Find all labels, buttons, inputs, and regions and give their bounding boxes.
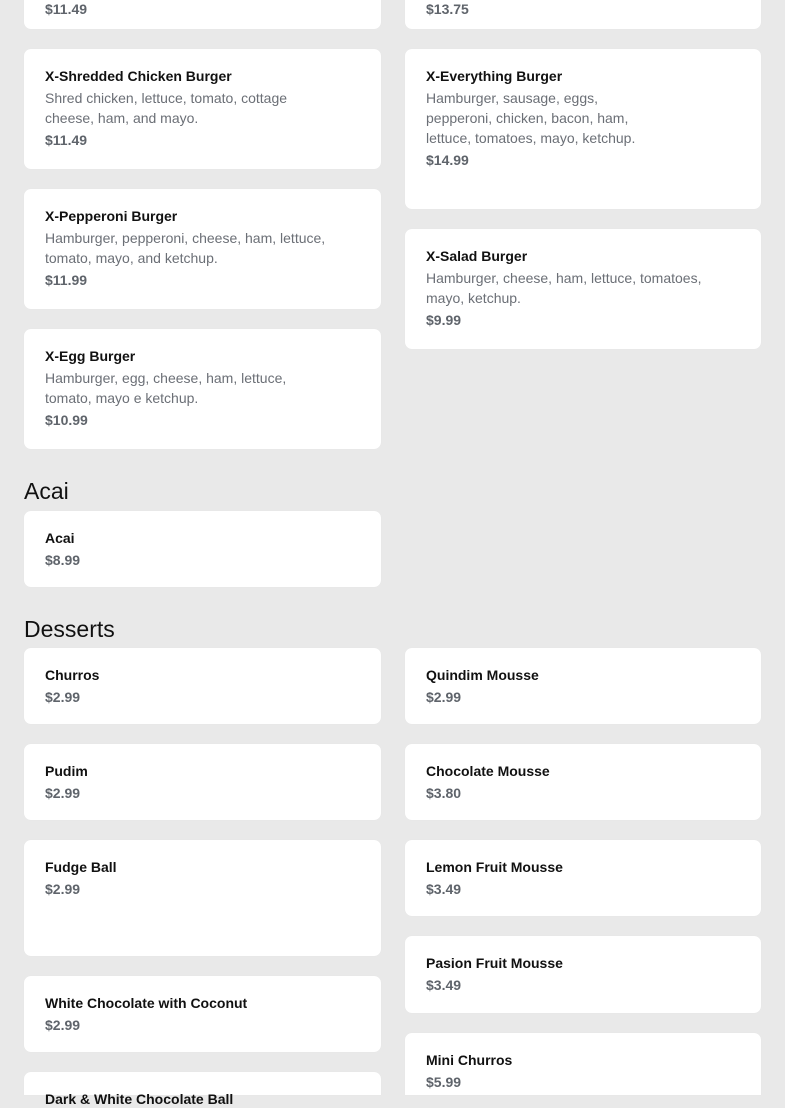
menu-item-description: Hamburger, egg, cheese, ham, lettuce, tomato, mayo e ketchup. (45, 370, 287, 406)
menu-item-price: $2.99 (426, 689, 462, 705)
menu-item-price: $3.49 (426, 977, 462, 993)
menu-item-price: $14.99 (426, 152, 469, 168)
menu-item-name: White Chocolate with Coconut (45, 995, 248, 1011)
menu-item-price: $3.49 (426, 881, 462, 897)
menu-item-card[interactable] (405, 840, 761, 916)
menu-item-name: X-Egg Burger (45, 348, 136, 364)
menu-item-card[interactable] (405, 1033, 761, 1095)
menu-item-price: $3.80 (426, 785, 462, 801)
menu-item-card[interactable] (24, 976, 381, 1052)
menu-item-name: Quindim Mousse (426, 667, 539, 683)
menu-item-price: $9.99 (426, 312, 462, 328)
menu-item-price: $11.49 (45, 1, 88, 17)
menu-item-card[interactable] (405, 49, 761, 209)
menu-item-card[interactable] (24, 1072, 381, 1107)
menu-item-price: $5.99 (426, 1074, 462, 1090)
menu-item-card[interactable] (24, 49, 381, 169)
section-title-desserts: Desserts (24, 616, 115, 642)
menu-item-description: Shred chicken, lettuce, tomato, cottage cheese, ham, and mayo. (45, 90, 288, 126)
menu-item-price: $10.99 (45, 412, 88, 428)
menu-item-name: Acai (45, 530, 75, 546)
menu-item-card[interactable] (24, 0, 381, 29)
menu-item-name: X-Everything Burger (426, 68, 563, 84)
menu-item-name: Pudim (45, 763, 88, 779)
menu-item-name: Fudge Ball (45, 859, 117, 875)
menu-item-name: X-Salad Burger (426, 248, 528, 264)
menu-item-card[interactable] (24, 329, 381, 449)
menu-item-description: Hamburger, cheese, ham, lettuce, tomatoes, mayo, ketchup. (426, 270, 702, 306)
menu-item-card[interactable] (24, 744, 381, 820)
menu-item-price: $2.99 (45, 1017, 81, 1033)
menu-item-name: X-Pepperoni Burger (45, 208, 178, 224)
menu-item-description: Hamburger, sausage, eggs, pepperoni, chicken, bacon, ham, lettuce, tomatoes, mayo, ketchup. (426, 90, 636, 146)
menu-item-name: Mini Churros (426, 1052, 513, 1068)
menu-item-price: $2.99 (45, 785, 81, 801)
menu-item-price: $11.99 (45, 272, 88, 288)
menu-item-card[interactable] (405, 0, 761, 29)
menu-item-name: Churros (45, 667, 100, 683)
menu-item-card[interactable] (24, 648, 381, 724)
menu-item-card[interactable] (405, 648, 761, 724)
menu-item-card[interactable] (24, 189, 381, 309)
menu-item-card[interactable] (24, 511, 381, 587)
menu-item-name: Chocolate Mousse (426, 763, 550, 779)
menu-item-card[interactable] (405, 744, 761, 820)
menu-item-card[interactable] (405, 229, 761, 349)
menu-item-card[interactable] (24, 840, 381, 956)
menu-item-name: X-Shredded Chicken Burger (45, 68, 232, 84)
menu-item-name: Pasion Fruit Mousse (426, 955, 563, 971)
menu-item-description: Hamburger, pepperoni, cheese, ham, lettuce, tomato, mayo, and ketchup. (45, 230, 326, 266)
menu-item-price: $13.75 (426, 1, 469, 17)
menu-item-price: $2.99 (45, 689, 81, 705)
menu-item-price: $2.99 (45, 881, 81, 897)
section-title-acai: Acai (24, 478, 69, 504)
menu-item-name: Dark & White Chocolate Ball (45, 1091, 234, 1107)
menu-item-price: $8.99 (45, 552, 81, 568)
menu-item-price: $11.49 (45, 132, 88, 148)
menu-item-card[interactable] (405, 936, 761, 1013)
menu-item-name: Lemon Fruit Mousse (426, 859, 563, 875)
